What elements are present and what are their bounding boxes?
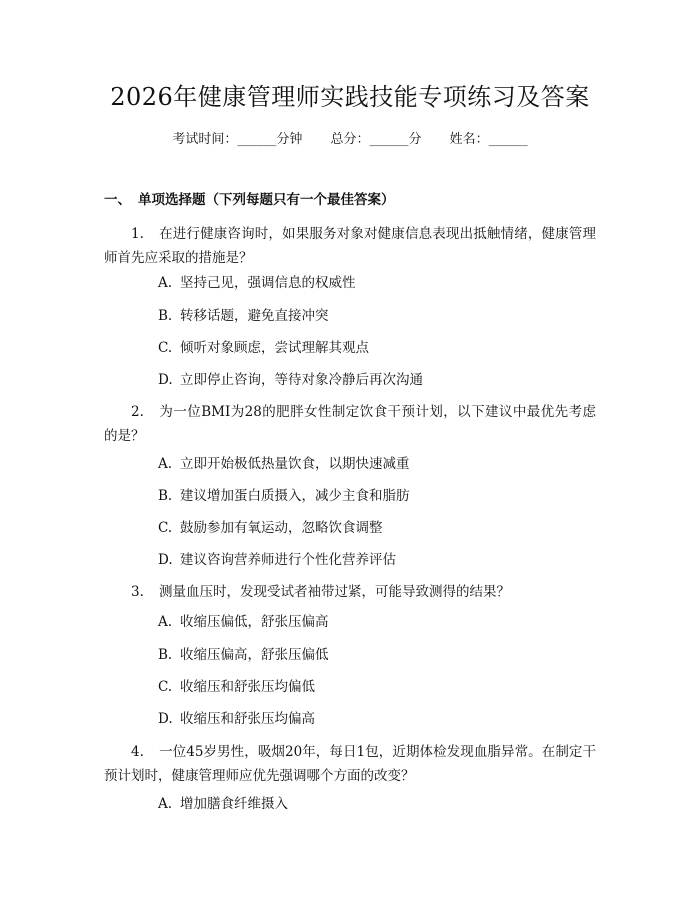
name-field: 姓名：______ bbox=[449, 132, 528, 147]
question-stem bbox=[104, 580, 596, 604]
option-letter: D. bbox=[158, 711, 173, 727]
option-letter: B. bbox=[158, 308, 173, 324]
question-text: 在进行健康咨询时，如果服务对象对健康信息表现出抵触情绪，健康管理师首先应采取的措施是？ bbox=[104, 226, 596, 266]
answer-option bbox=[158, 550, 598, 570]
option-text: 立即停止咨询，等待对象冷静后再次沟通 bbox=[180, 372, 423, 388]
exam-time-field: 考试时间：______分钟 bbox=[172, 132, 303, 147]
document-title: 2026年健康管理师实践技能专项练习及答案 bbox=[110, 83, 590, 111]
option-text: 增加膳食纤维摄入 bbox=[180, 796, 288, 812]
question-text: 一位45岁男性，吸烟20年，每日1包，近期体检发现血脂异常。在制定干预计划时，健康管理师应优先强调哪个方面的改变？ bbox=[104, 744, 596, 784]
option-letter: C. bbox=[158, 340, 173, 356]
answer-option bbox=[158, 645, 598, 665]
answer-option bbox=[158, 370, 598, 390]
option-text: 建议增加蛋白质摄入，减少主食和脂肪 bbox=[180, 488, 410, 504]
section-number: 一、 bbox=[104, 192, 131, 208]
total-score-field: 总分：______分 bbox=[330, 132, 422, 147]
question-number: 4. bbox=[131, 744, 144, 760]
option-text: 收缩压偏高，舒张压偏低 bbox=[180, 647, 329, 663]
question-stem bbox=[104, 400, 596, 448]
option-letter: C. bbox=[158, 679, 173, 695]
option-text: 收缩压和舒张压均偏低 bbox=[180, 679, 315, 695]
question-number: 1. bbox=[131, 226, 144, 242]
option-text: 立即开始极低热量饮食，以期快速减重 bbox=[180, 456, 410, 472]
option-letter: B. bbox=[158, 488, 173, 504]
option-text: 收缩压和舒张压均偏高 bbox=[180, 711, 315, 727]
answer-option bbox=[158, 612, 598, 632]
question-number: 3. bbox=[131, 584, 144, 600]
answer-option bbox=[158, 518, 598, 538]
question-number: 2. bbox=[131, 404, 144, 420]
question-text: 为一位BMI为28的肥胖女性制定饮食干预计划，以下建议中最优先考虑的是？ bbox=[104, 404, 596, 444]
option-text: 建议咨询营养师进行个性化营养评估 bbox=[180, 552, 396, 568]
exam-info-line bbox=[0, 130, 700, 150]
option-text: 倾听对象顾虑，尝试理解其观点 bbox=[180, 340, 369, 356]
option-text: 鼓励参加有氧运动，忽略饮食调整 bbox=[180, 520, 383, 536]
option-letter: A. bbox=[158, 796, 173, 812]
option-letter: A. bbox=[158, 456, 173, 472]
answer-option bbox=[158, 306, 598, 326]
option-letter: B. bbox=[158, 647, 173, 663]
option-letter: D. bbox=[158, 552, 173, 568]
answer-option bbox=[158, 273, 598, 293]
option-text: 转移话题，避免直接冲突 bbox=[180, 308, 329, 324]
option-text: 坚持己见，强调信息的权威性 bbox=[180, 275, 356, 291]
answer-option bbox=[158, 338, 598, 358]
option-letter: D. bbox=[158, 372, 173, 388]
question-stem bbox=[104, 222, 596, 270]
section-title: 单项选择题（下列每题只有一个最佳答案） bbox=[138, 192, 395, 208]
question-text: 测量血压时，发现受试者袖带过紧，可能导致测得的结果？ bbox=[159, 584, 510, 600]
answer-option bbox=[158, 709, 598, 729]
answer-option bbox=[158, 794, 598, 814]
option-text: 收缩压偏低，舒张压偏高 bbox=[180, 614, 329, 630]
answer-option bbox=[158, 677, 598, 697]
option-letter: A. bbox=[158, 275, 173, 291]
answer-option bbox=[158, 486, 598, 506]
option-letter: A. bbox=[158, 614, 173, 630]
section-heading bbox=[104, 190, 395, 210]
answer-option bbox=[158, 454, 598, 474]
question-stem bbox=[104, 740, 596, 788]
option-letter: C. bbox=[158, 520, 173, 536]
